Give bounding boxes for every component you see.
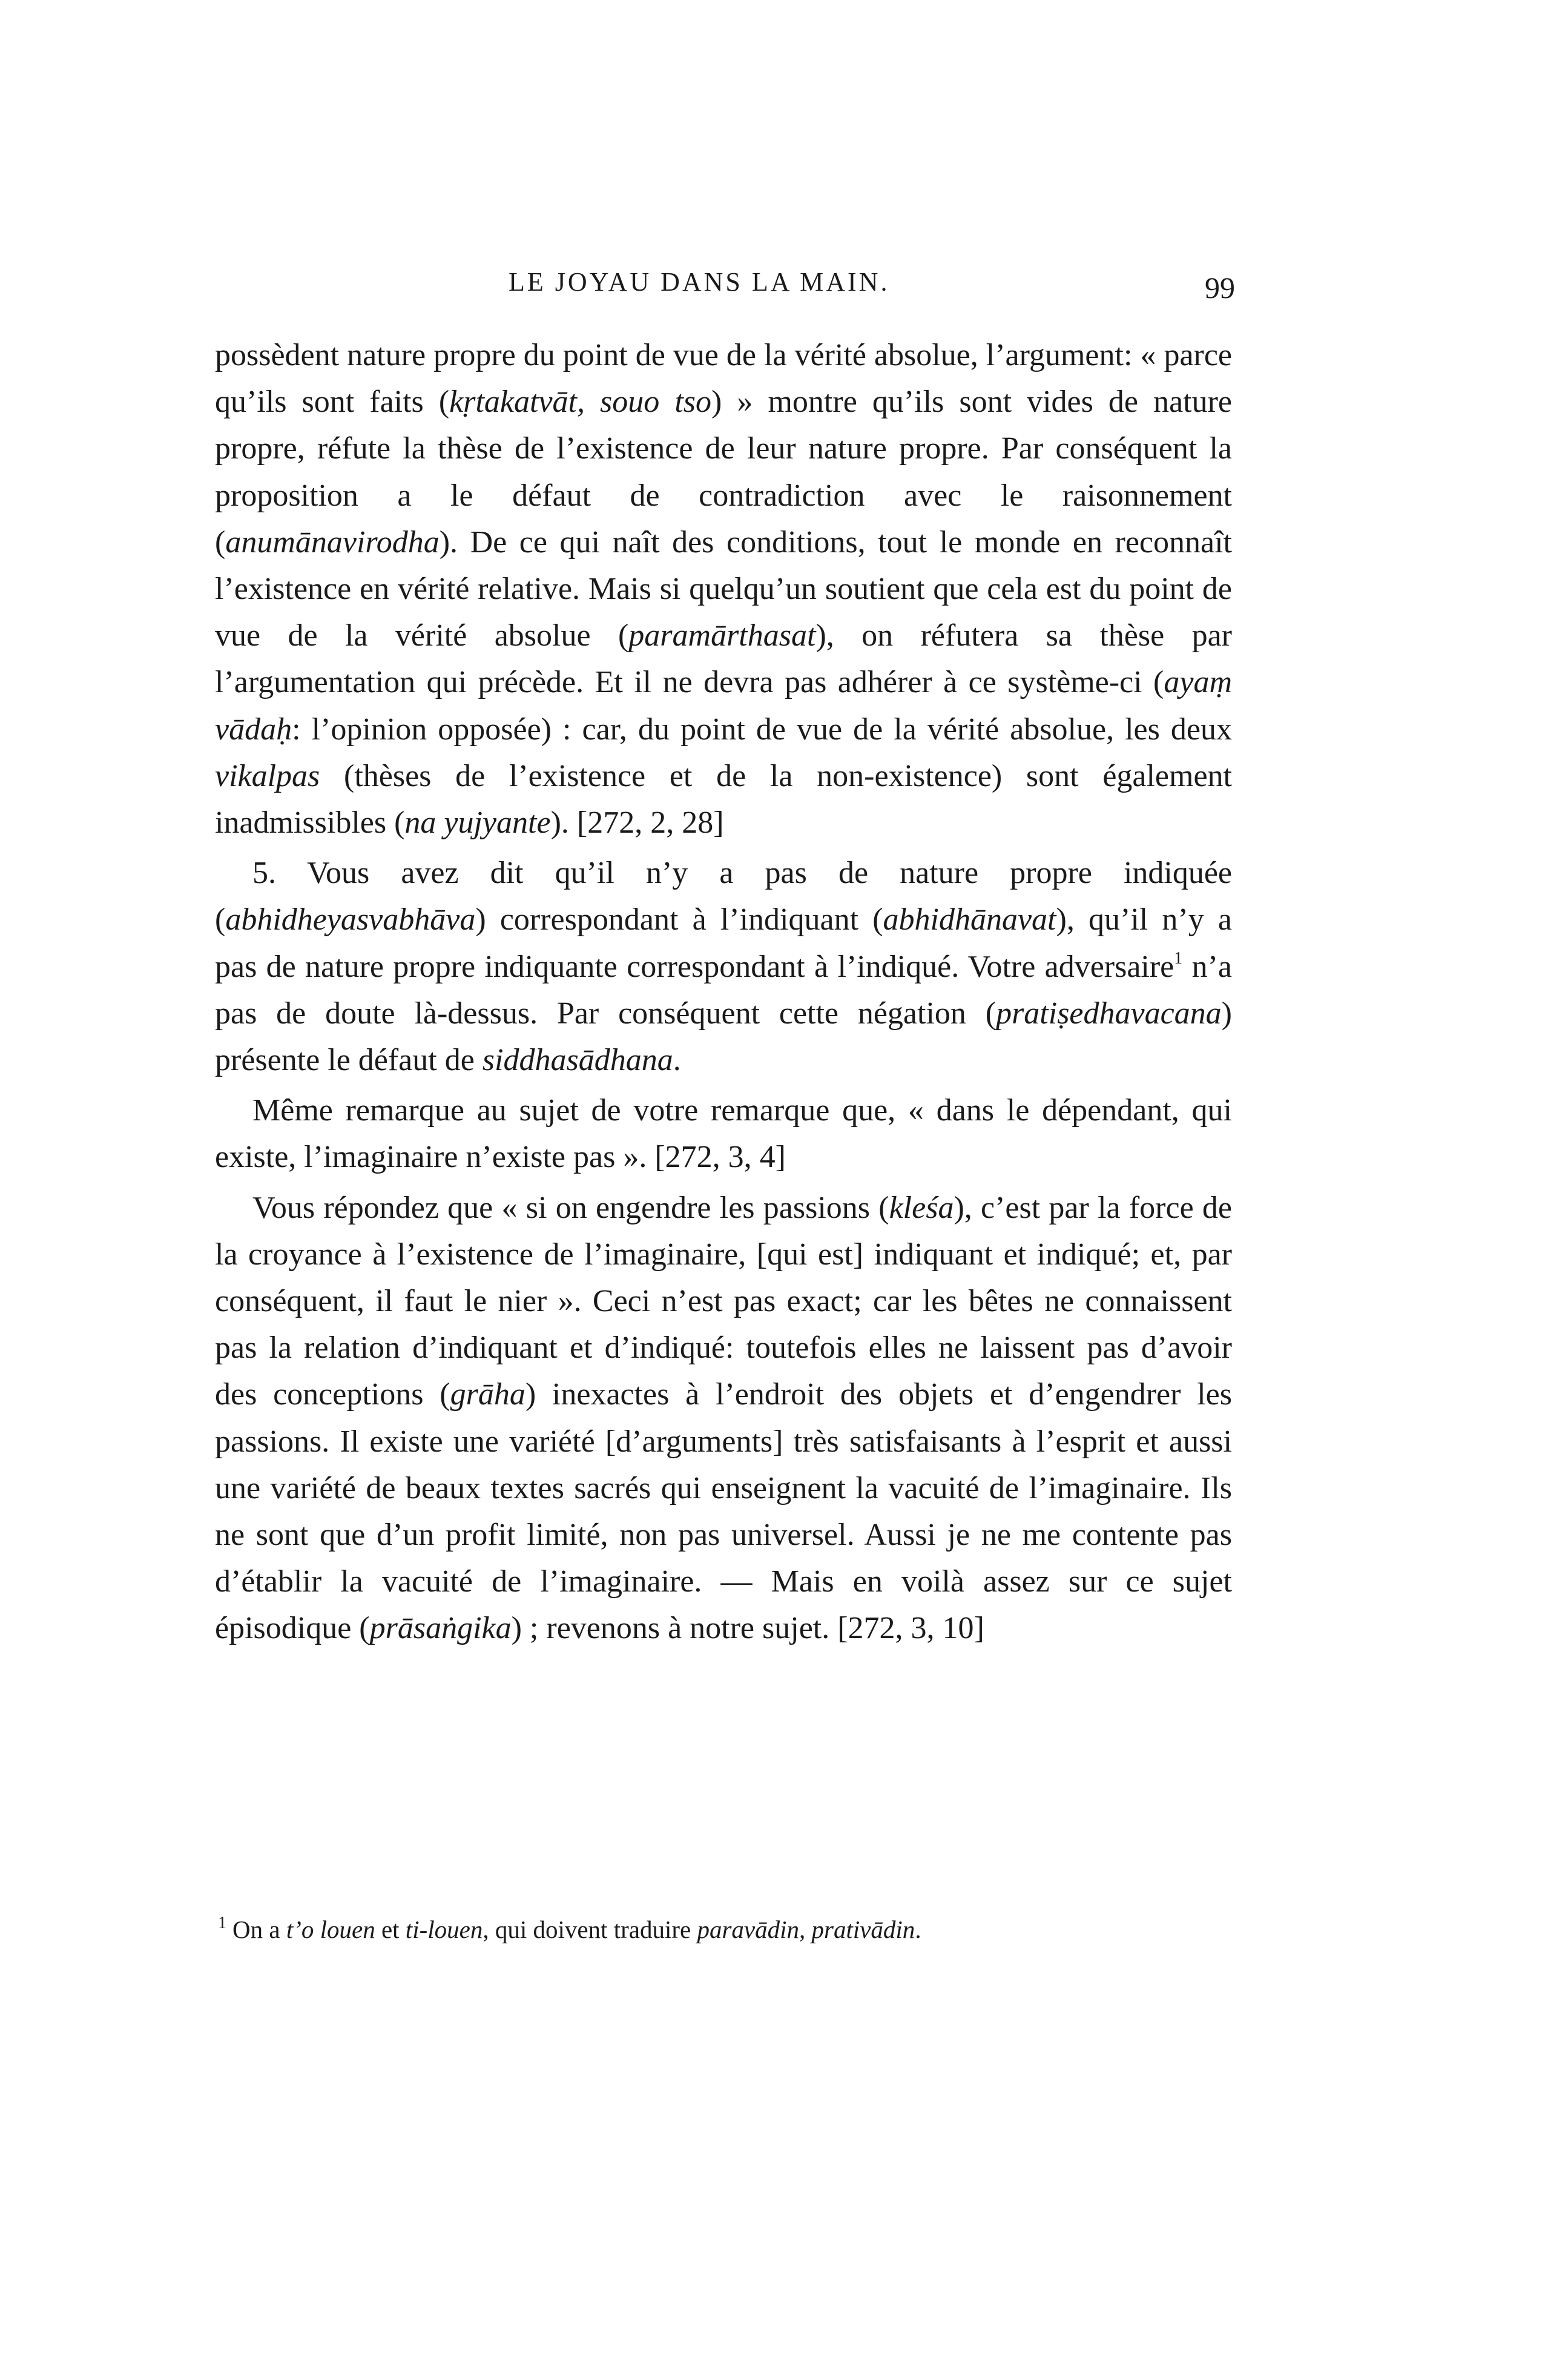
italic-term: ti-louen bbox=[405, 1915, 483, 1943]
text-run: On a bbox=[232, 1915, 286, 1943]
italic-term: ayaṃ vādaḥ bbox=[215, 665, 1232, 747]
paragraph bbox=[215, 332, 1232, 846]
text-run: . bbox=[673, 1043, 681, 1078]
italic-term: grāha bbox=[450, 1377, 525, 1412]
text-run: . bbox=[915, 1915, 921, 1943]
running-title: LE JOYAU DANS LA MAIN. bbox=[509, 267, 890, 297]
italic-term: na yujyante bbox=[404, 805, 551, 841]
text-run: ), c’est par la force de la croyance à l’existence de l’imaginaire, [qui est] indiquant et indiqué; et, par conséquent, il faut le nier ». Ceci n’est pas exact; car les bêtes ne connaissent pas la relation d’indiquant et d’indiqué: toutefois elles ne laissent pas d’avoir des conceptions ( bbox=[215, 1190, 1232, 1412]
footnote-marker: 1 bbox=[218, 1914, 226, 1932]
text-run: (thèses de l’existence et de la non-existence) sont également inadmissibles ( bbox=[215, 758, 1232, 841]
text-run: Vous répondez que « si on engendre les passions ( bbox=[252, 1190, 889, 1225]
italic-term: prāsaṅgika bbox=[369, 1611, 512, 1646]
italic-term: siddhasādhana bbox=[482, 1043, 673, 1078]
paragraph bbox=[215, 850, 1232, 1083]
paragraph bbox=[215, 1087, 1232, 1180]
italic-term: t’o louen bbox=[286, 1915, 375, 1943]
italic-term: vikalpas bbox=[215, 758, 320, 793]
text-run: possèdent nature propre du point de vue de la vérité absolue, l’argument: « parce qu’ils sont faits ( bbox=[215, 338, 1232, 420]
italic-term: paravādin, prativādin bbox=[697, 1915, 915, 1943]
italic-term: kleśa bbox=[889, 1190, 954, 1225]
text-run: ), qu’il n’y a pas de nature propre indiquante correspondant à l’indiqué. Votre adversaire bbox=[215, 902, 1232, 984]
page-header bbox=[0, 266, 1568, 315]
page-number: 99 bbox=[1205, 271, 1235, 305]
italic-term: pratiṣedhavacana bbox=[996, 996, 1222, 1031]
italic-term: kṛtakatvāt, souo tso bbox=[449, 385, 712, 420]
text-run: ) inexactes à l’endroit des objets et d’engendrer les passions. Il existe une variété [d’arguments] très satisfaisants à l’esprit et aussi une variété de beaux textes sacrés qui enseignent la vacuité de l’imaginaire. Ils ne sont que d’un profit limité, non pas universel. Aussi je ne me contente pas d’établir la vacuité de l’imaginaire. — Mais en voilà assez sur ce sujet épisodique ( bbox=[215, 1377, 1232, 1646]
body-text bbox=[215, 332, 1232, 1652]
text-run: : l’opinion opposée) : car, du point de vue de la vérité absolue, les deux bbox=[292, 712, 1232, 747]
text-run: ) » montre qu’ils sont vides de nature propre, réfute la thèse de l’existence de leur nature propre. Par conséquent la proposition a le défaut de contradiction avec le raisonnement ( bbox=[215, 385, 1232, 560]
text-run: , qui doivent traduire bbox=[483, 1915, 697, 1943]
text-run: ). [272, 2, 28] bbox=[550, 805, 724, 841]
footnote bbox=[218, 1906, 1235, 1946]
text-run: Même remarque au sujet de votre remarque que, « dans le dépendant, qui existe, l’imaginaire n’existe pas ». [272, 3, 4] bbox=[215, 1093, 1232, 1175]
italic-term: anumānavirodha bbox=[225, 524, 440, 560]
text-run: ) présente le défaut de bbox=[215, 996, 1232, 1078]
footnote-reference: 1 bbox=[1174, 948, 1183, 968]
text-run: et bbox=[375, 1915, 406, 1943]
italic-term: abhidheyasvabhāva bbox=[225, 902, 476, 937]
italic-term: paramārthasat bbox=[628, 618, 816, 653]
text-run: ), on réfutera sa thèse par l’argumentation qui précède. Et il ne devra pas adhérer à ce système-ci ( bbox=[215, 618, 1233, 700]
paragraph bbox=[215, 1185, 1232, 1652]
italic-term: abhidhānavat bbox=[883, 902, 1056, 937]
text-run: ). De ce qui naît des conditions, tout le monde en reconnaît l’existence en vérité relative. Mais si quelqu’un soutient que cela est du point de vue de la vérité absolue ( bbox=[215, 524, 1232, 653]
text-run: 5. Vous avez dit qu’il n’y a pas de nature propre indiquée ( bbox=[215, 856, 1232, 937]
footnote-text bbox=[232, 1915, 921, 1943]
text-run: ) correspondant à l’indiquant ( bbox=[475, 902, 883, 937]
text-run: ) ; revenons à notre sujet. [272, 3, 10] bbox=[511, 1611, 984, 1646]
text-run: n’a pas de doute là-dessus. Par conséquent cette négation ( bbox=[215, 949, 1232, 1031]
